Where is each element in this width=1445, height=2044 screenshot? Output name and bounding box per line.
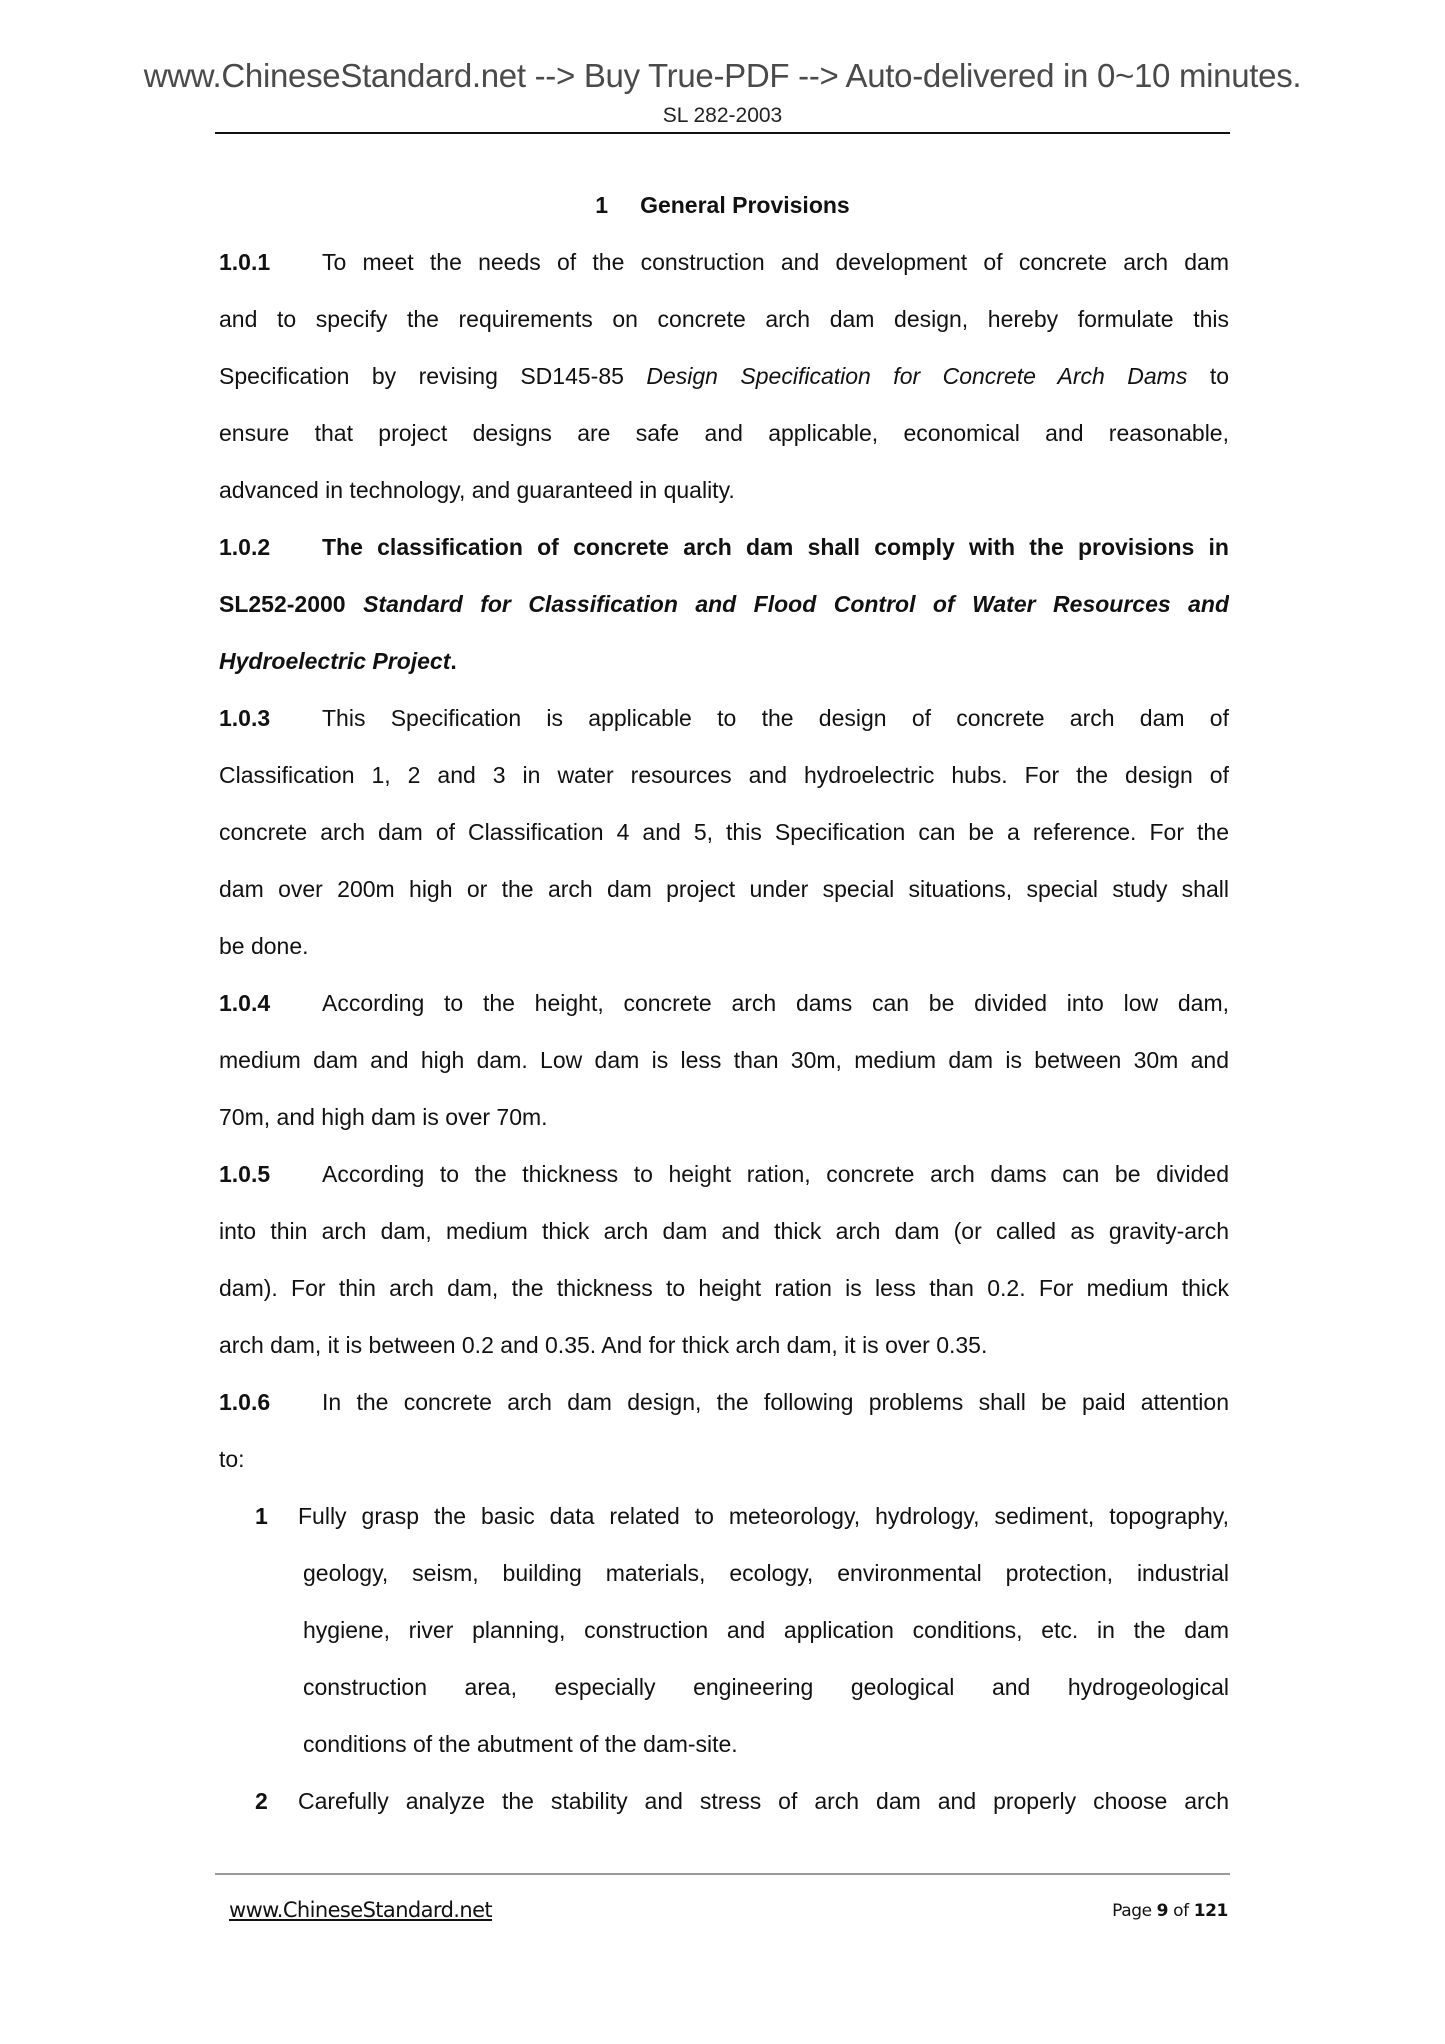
list-item-1 [219, 1488, 1229, 1773]
clause-1-0-1 [219, 234, 1229, 519]
text-line: ensure that project designs are safe and applicable, economical and reasonable, [219, 420, 1229, 446]
text-line [219, 633, 1229, 690]
text-line [219, 1488, 1229, 1545]
text-line [219, 576, 1229, 633]
text-line [219, 348, 1229, 405]
text-line [219, 1374, 1229, 1431]
text-line [219, 1146, 1229, 1203]
clause-1-0-6 [219, 1374, 1229, 1830]
clause-text: This Specification is applicable to the design of concrete arch dam of [322, 705, 1229, 731]
clause-text: According to the thickness to height ration, concrete arch dams can be divided [322, 1161, 1229, 1187]
document-body [219, 234, 1229, 1830]
text-line: Classification 1, 2 and 3 in water resources and hydroelectric hubs. For the design of [219, 762, 1229, 788]
text-line: arch dam, it is between 0.2 and 0.35. And for thick arch dam, it is over 0.35. [219, 1332, 988, 1358]
referenced-standard-title: Hydroelectric Project [219, 648, 451, 674]
clause-number: 1.0.6 [219, 1389, 271, 1415]
text-line: dam over 200m high or the arch dam project under special situations, special study shall [219, 876, 1229, 902]
clause-number: 1.0.2 [219, 534, 271, 560]
text-line: hygiene, river planning, construction and application conditions, etc. in the dam [303, 1617, 1229, 1643]
list-item-number: 2 [255, 1788, 268, 1814]
clause-number: 1.0.3 [219, 705, 271, 731]
list-item-text: Fully grasp the basic data related to meteorology, hydrology, sediment, topography, [298, 1503, 1229, 1529]
clause-1-0-4 [219, 975, 1229, 1146]
chapter-heading [0, 190, 1445, 220]
clause-number: 1.0.1 [219, 249, 271, 275]
clause-text: to [1187, 363, 1229, 389]
clause-number: 1.0.4 [219, 990, 271, 1016]
total-pages-number: 121 [1193, 1901, 1228, 1921]
clause-text: In the concrete arch dam design, the following problems shall be paid attention [322, 1389, 1229, 1415]
text-line [219, 234, 1229, 291]
page-label: Page [1112, 1901, 1157, 1921]
text-line [219, 690, 1229, 747]
list-item-2 [219, 1773, 1229, 1830]
text-line: medium dam and high dam. Low dam is less than 30m, medium dam is between 30m and [219, 1047, 1229, 1073]
watermark-banner: www.ChineseStandard.net --> Buy True-PDF --> Auto-delivered in 0~10 minutes. [143, 57, 1302, 94]
page-indicator [1112, 1901, 1228, 1921]
clause-1-0-2 [219, 519, 1229, 690]
referenced-standard-title: Standard for Classification and Flood Control of Water Resources and [363, 591, 1229, 617]
text-line: concrete arch dam of Classification 4 and 5, this Specification can be a reference. For the [219, 819, 1229, 845]
text-line: to: [219, 1446, 245, 1472]
text-line: conditions of the abutment of the dam-site. [303, 1731, 738, 1757]
footer-website-link[interactable]: www.ChineseStandard.net [229, 1898, 493, 1922]
standard-code: SL 282-2003 [662, 104, 783, 127]
clause-1-0-5 [219, 1146, 1229, 1374]
header-divider [215, 132, 1230, 134]
footer-divider [215, 1873, 1230, 1875]
text-line: geology, seism, building materials, ecology, environmental protection, industrial [303, 1560, 1229, 1586]
clause-text: SL252-2000 [219, 591, 364, 617]
clause-text: To meet the needs of the construction and development of concrete arch dam [322, 249, 1229, 275]
text-line: be done. [219, 933, 309, 959]
clause-text: Specification by revising SD145-85 [219, 363, 647, 389]
list-item-text: Carefully analyze the stability and stress of arch dam and properly choose arch [298, 1788, 1229, 1814]
chapter-title: General Provisions [640, 192, 850, 218]
text-line: dam). For thin arch dam, the thickness to height ration is less than 0.2. For medium thick [219, 1275, 1229, 1301]
text-line: and to specify the requirements on concrete arch dam design, hereby formulate this [219, 306, 1229, 332]
text-line [219, 1773, 1229, 1830]
clause-1-0-3 [219, 690, 1229, 975]
clause-text: The classification of concrete arch dam shall comply with the provisions in [322, 534, 1229, 560]
clause-text: . [450, 648, 457, 674]
chapter-number: 1 [595, 192, 609, 218]
text-line: advanced in technology, and guaranteed in quality. [219, 477, 735, 503]
referenced-standard-title: Design Specification for Concrete Arch Dams [646, 363, 1188, 389]
text-line: construction area, especially engineering geological and hydrogeological [303, 1674, 1229, 1700]
text-line: into thin arch dam, medium thick arch dam and thick arch dam (or called as gravity-arch [219, 1218, 1229, 1244]
page-of-label: of [1168, 1901, 1194, 1921]
clause-text: According to the height, concrete arch dams can be divided into low dam, [322, 990, 1229, 1016]
text-line: 70m, and high dam is over 70m. [219, 1104, 548, 1130]
list-item-number: 1 [255, 1503, 268, 1529]
text-line [219, 975, 1229, 1032]
clause-number: 1.0.5 [219, 1161, 271, 1187]
current-page-number: 9 [1156, 1901, 1169, 1921]
text-line [219, 519, 1229, 576]
